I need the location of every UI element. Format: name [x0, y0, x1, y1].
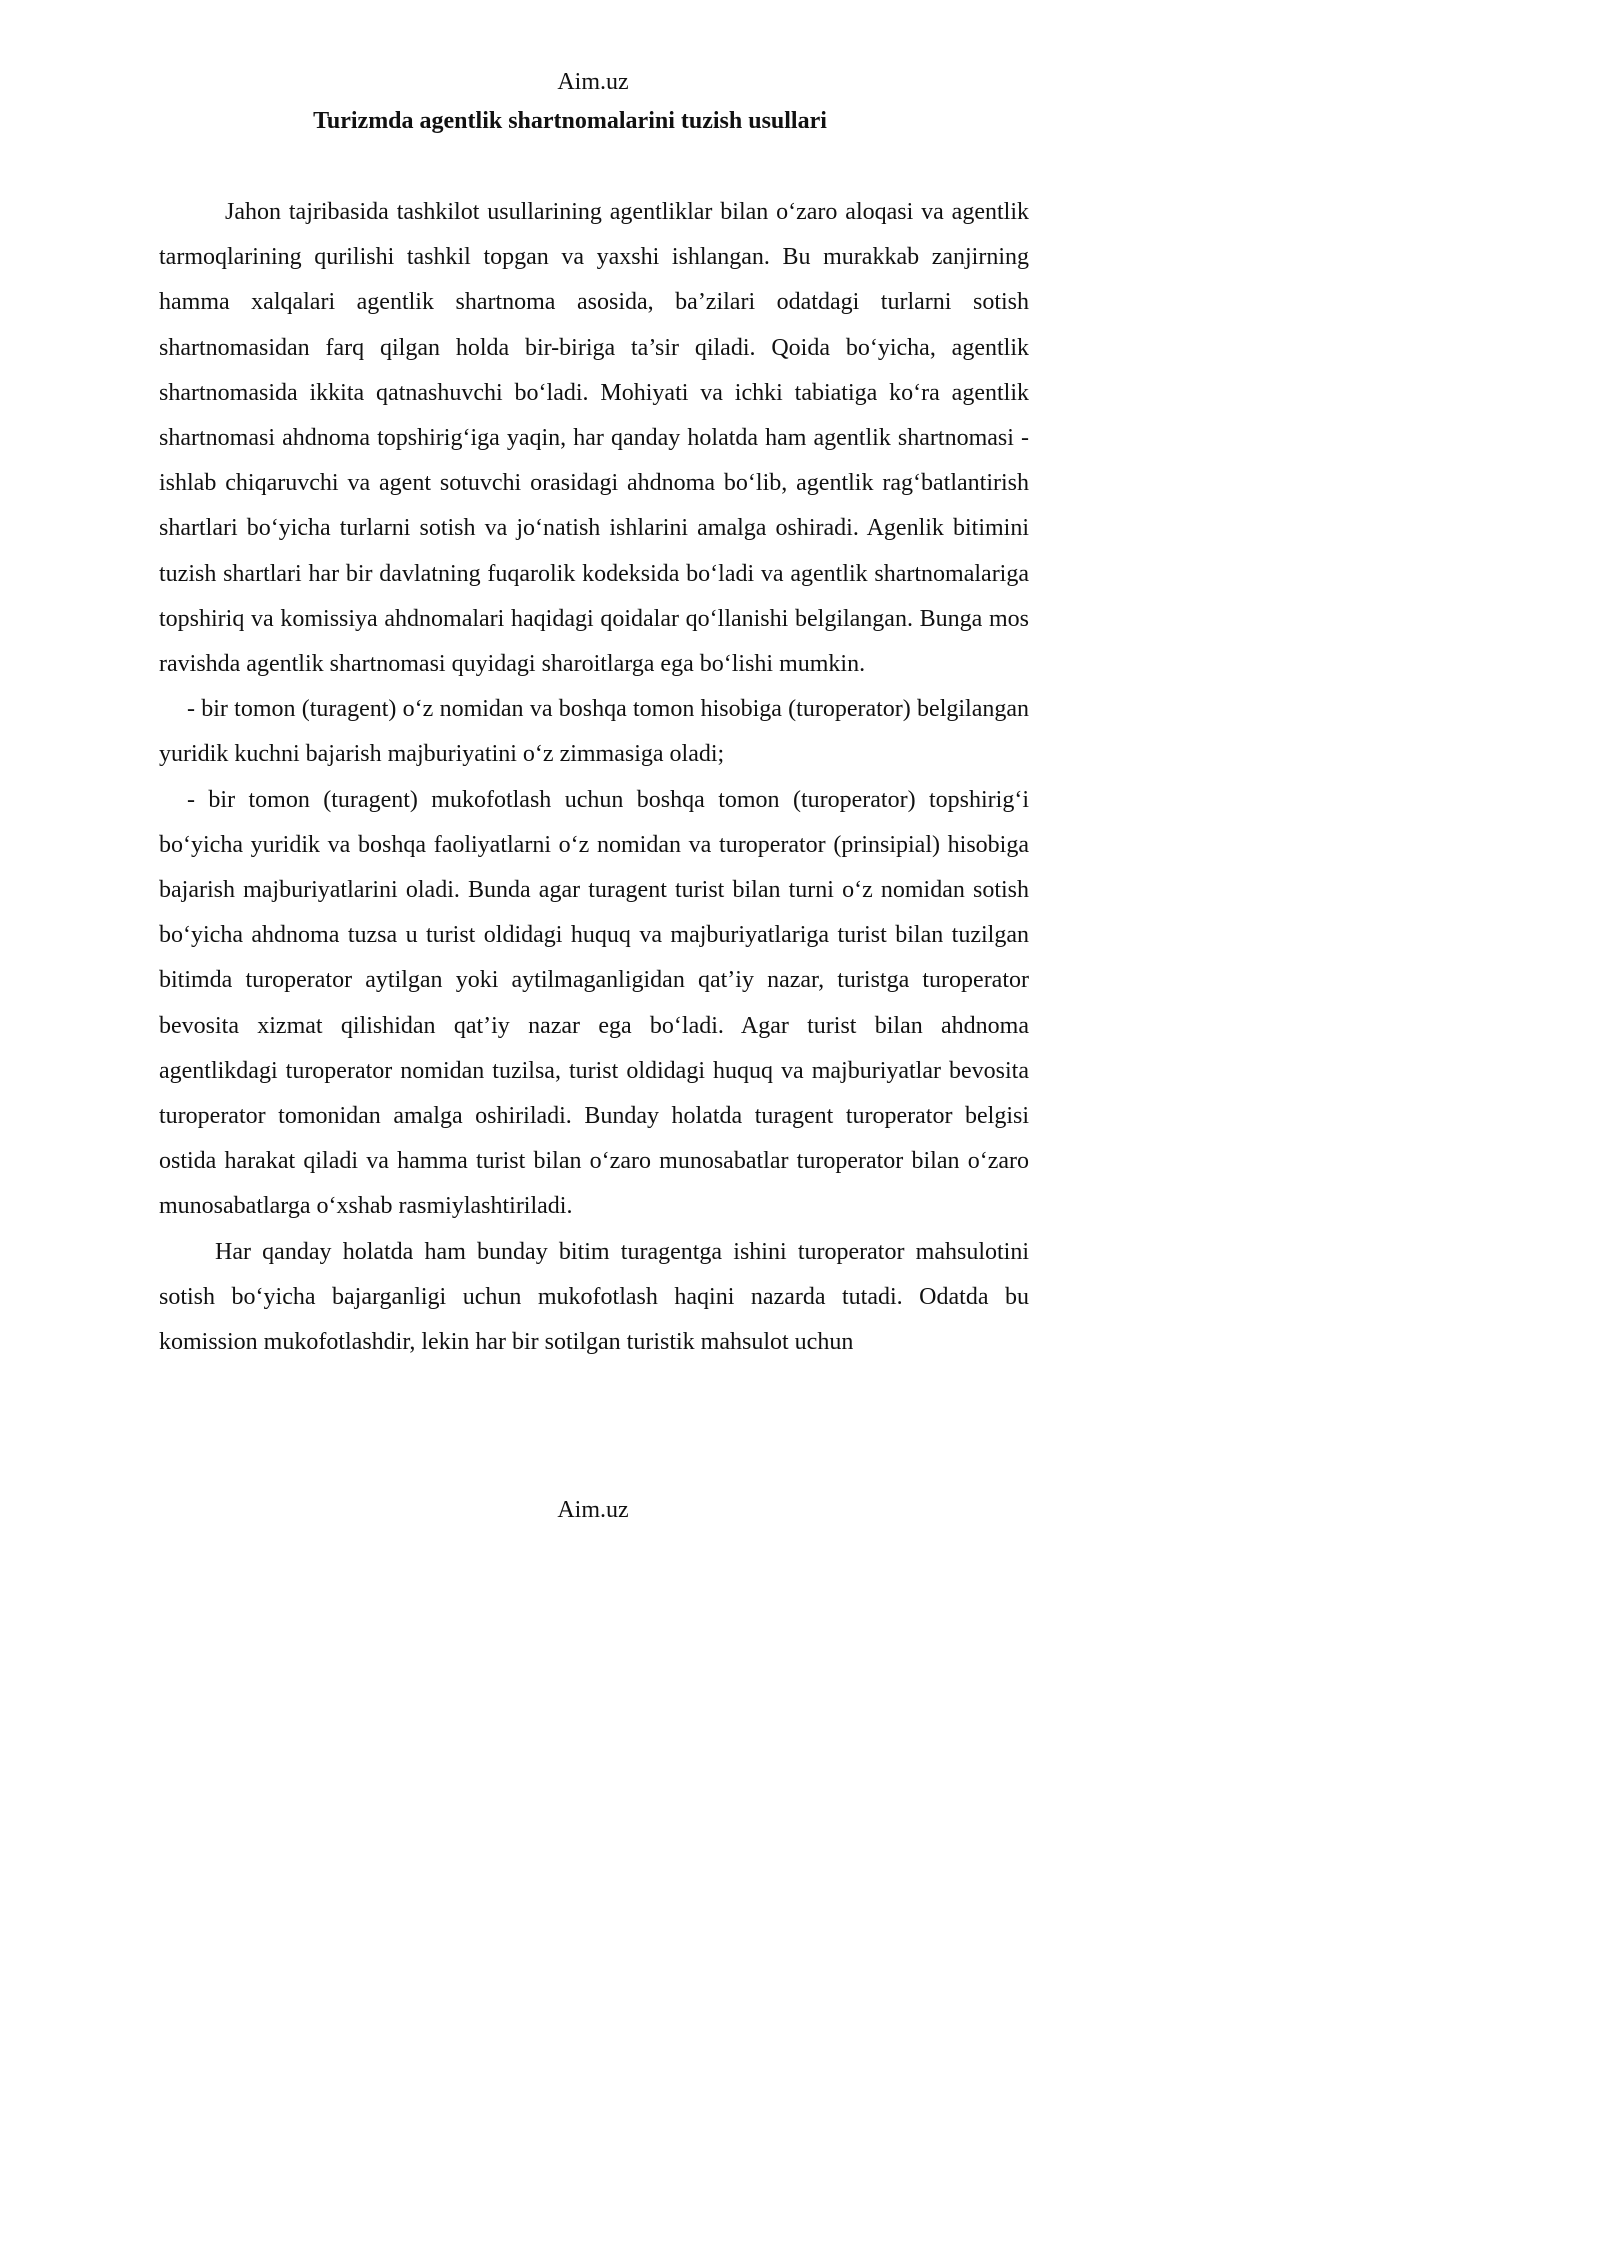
document-title: Turizmda agentlik shartnomalarini tuzish usullari	[313, 108, 827, 134]
paragraph-intro: Jahon tajribasida tashkilot usullarining agentliklar bilan o‘zaro aloqasi va agentlik tarmoqlarining qurilishi tashkil topgan va yaxshi ishlangan. Bu murakkab zanjirning hamma xalqalari agentlik shartnoma asosida, ba’zilari odatdagi turlarni sotish shartnomasidan farq qilgan holda bir-biriga ta’sir qiladi. Qoida bo‘yicha, agentlik shartnomasida ikkita qatnashuvchi bo‘ladi. Mohiyati va ichki tabiatiga ko‘ra agentlik shartnomasi ahdnoma topshirig‘iga yaqin, har qanday holatda ham agentlik shartnomasi - ishlab chiqaruvchi va agent sotuvchi orasidagi ahdnoma bo‘lib, agentlik rag‘batlantirish shartlari bo‘yicha turlarni sotish va jo‘natish ishlarini amalga oshiradi. Agenlik bitimini tuzish shartlari har bir davlatning fuqarolik kodeksida bo‘ladi va agentlik shartnomalariga topshiriq va komissiya ahdnomalari haqidagi qoidalar qo‘llanishi belgilangan. Bunga mos ravishda agentlik shartnomasi quyidagi sharoitlarga ega bo‘lishi mumkin.	[159, 199, 1029, 678]
paragraph-condition-2: - bir tomon (turagent) mukofotlash uchun boshqa tomon (turoperator) topshirig‘i bo‘yicha yuridik va boshqa faoliyatlarni o‘z nomidan va turoperator (prinsipial) hisobiga bajarish majburiyatlarini oladi. Bunda agar turagent turist bilan turni o‘z nomidan sotish bo‘yicha ahdnoma tuzsa u turist oldidagi huquq va majburiyatlariga turist bilan tuzilgan bitimda turoperator aytilgan yoki aytilmaganligidan qat’iy nazar, turistga turoperator bevosita xizmat qilishidan qat’iy nazar ega bo‘ladi. Agar turist bilan ahdnoma agentlikdagi turoperator nomidan tuzilsa, turist oldidagi huquq va majburiyatlar bevosita turoperator tomonidan amalga oshiriladi. Bunday holatda turagent turoperator belgisi ostida harakat qiladi va hamma turist bilan o‘zaro munosabatlar turoperator bilan o‘zaro munosabatlarga o‘xshab rasmiylashtiriladi.	[159, 786, 1029, 1220]
paragraph-reward: Har qanday holatda ham bunday bitim turagentga ishini turoperator mahsulotini sotish bo‘yicha bajarganligi uchun mukofotlash haqini nazarda tutadi. Odatda bu komission mukofotlashdir, lekin har bir sotilgan turistik mahsulot uchun	[159, 1238, 1029, 1356]
document-body	[159, 190, 1029, 1365]
footer-site-label: Aim.uz	[557, 1497, 629, 1523]
header-site-label: Aim.uz	[557, 69, 629, 95]
paragraph-condition-1: - bir tomon (turagent) o‘z nomidan va boshqa tomon hisobiga (turoperator) belgilangan yuridik kuchni bajarish majburiyatini o‘z zimmasiga oladi;	[159, 696, 1029, 768]
document-page	[0, 0, 1100, 1556]
